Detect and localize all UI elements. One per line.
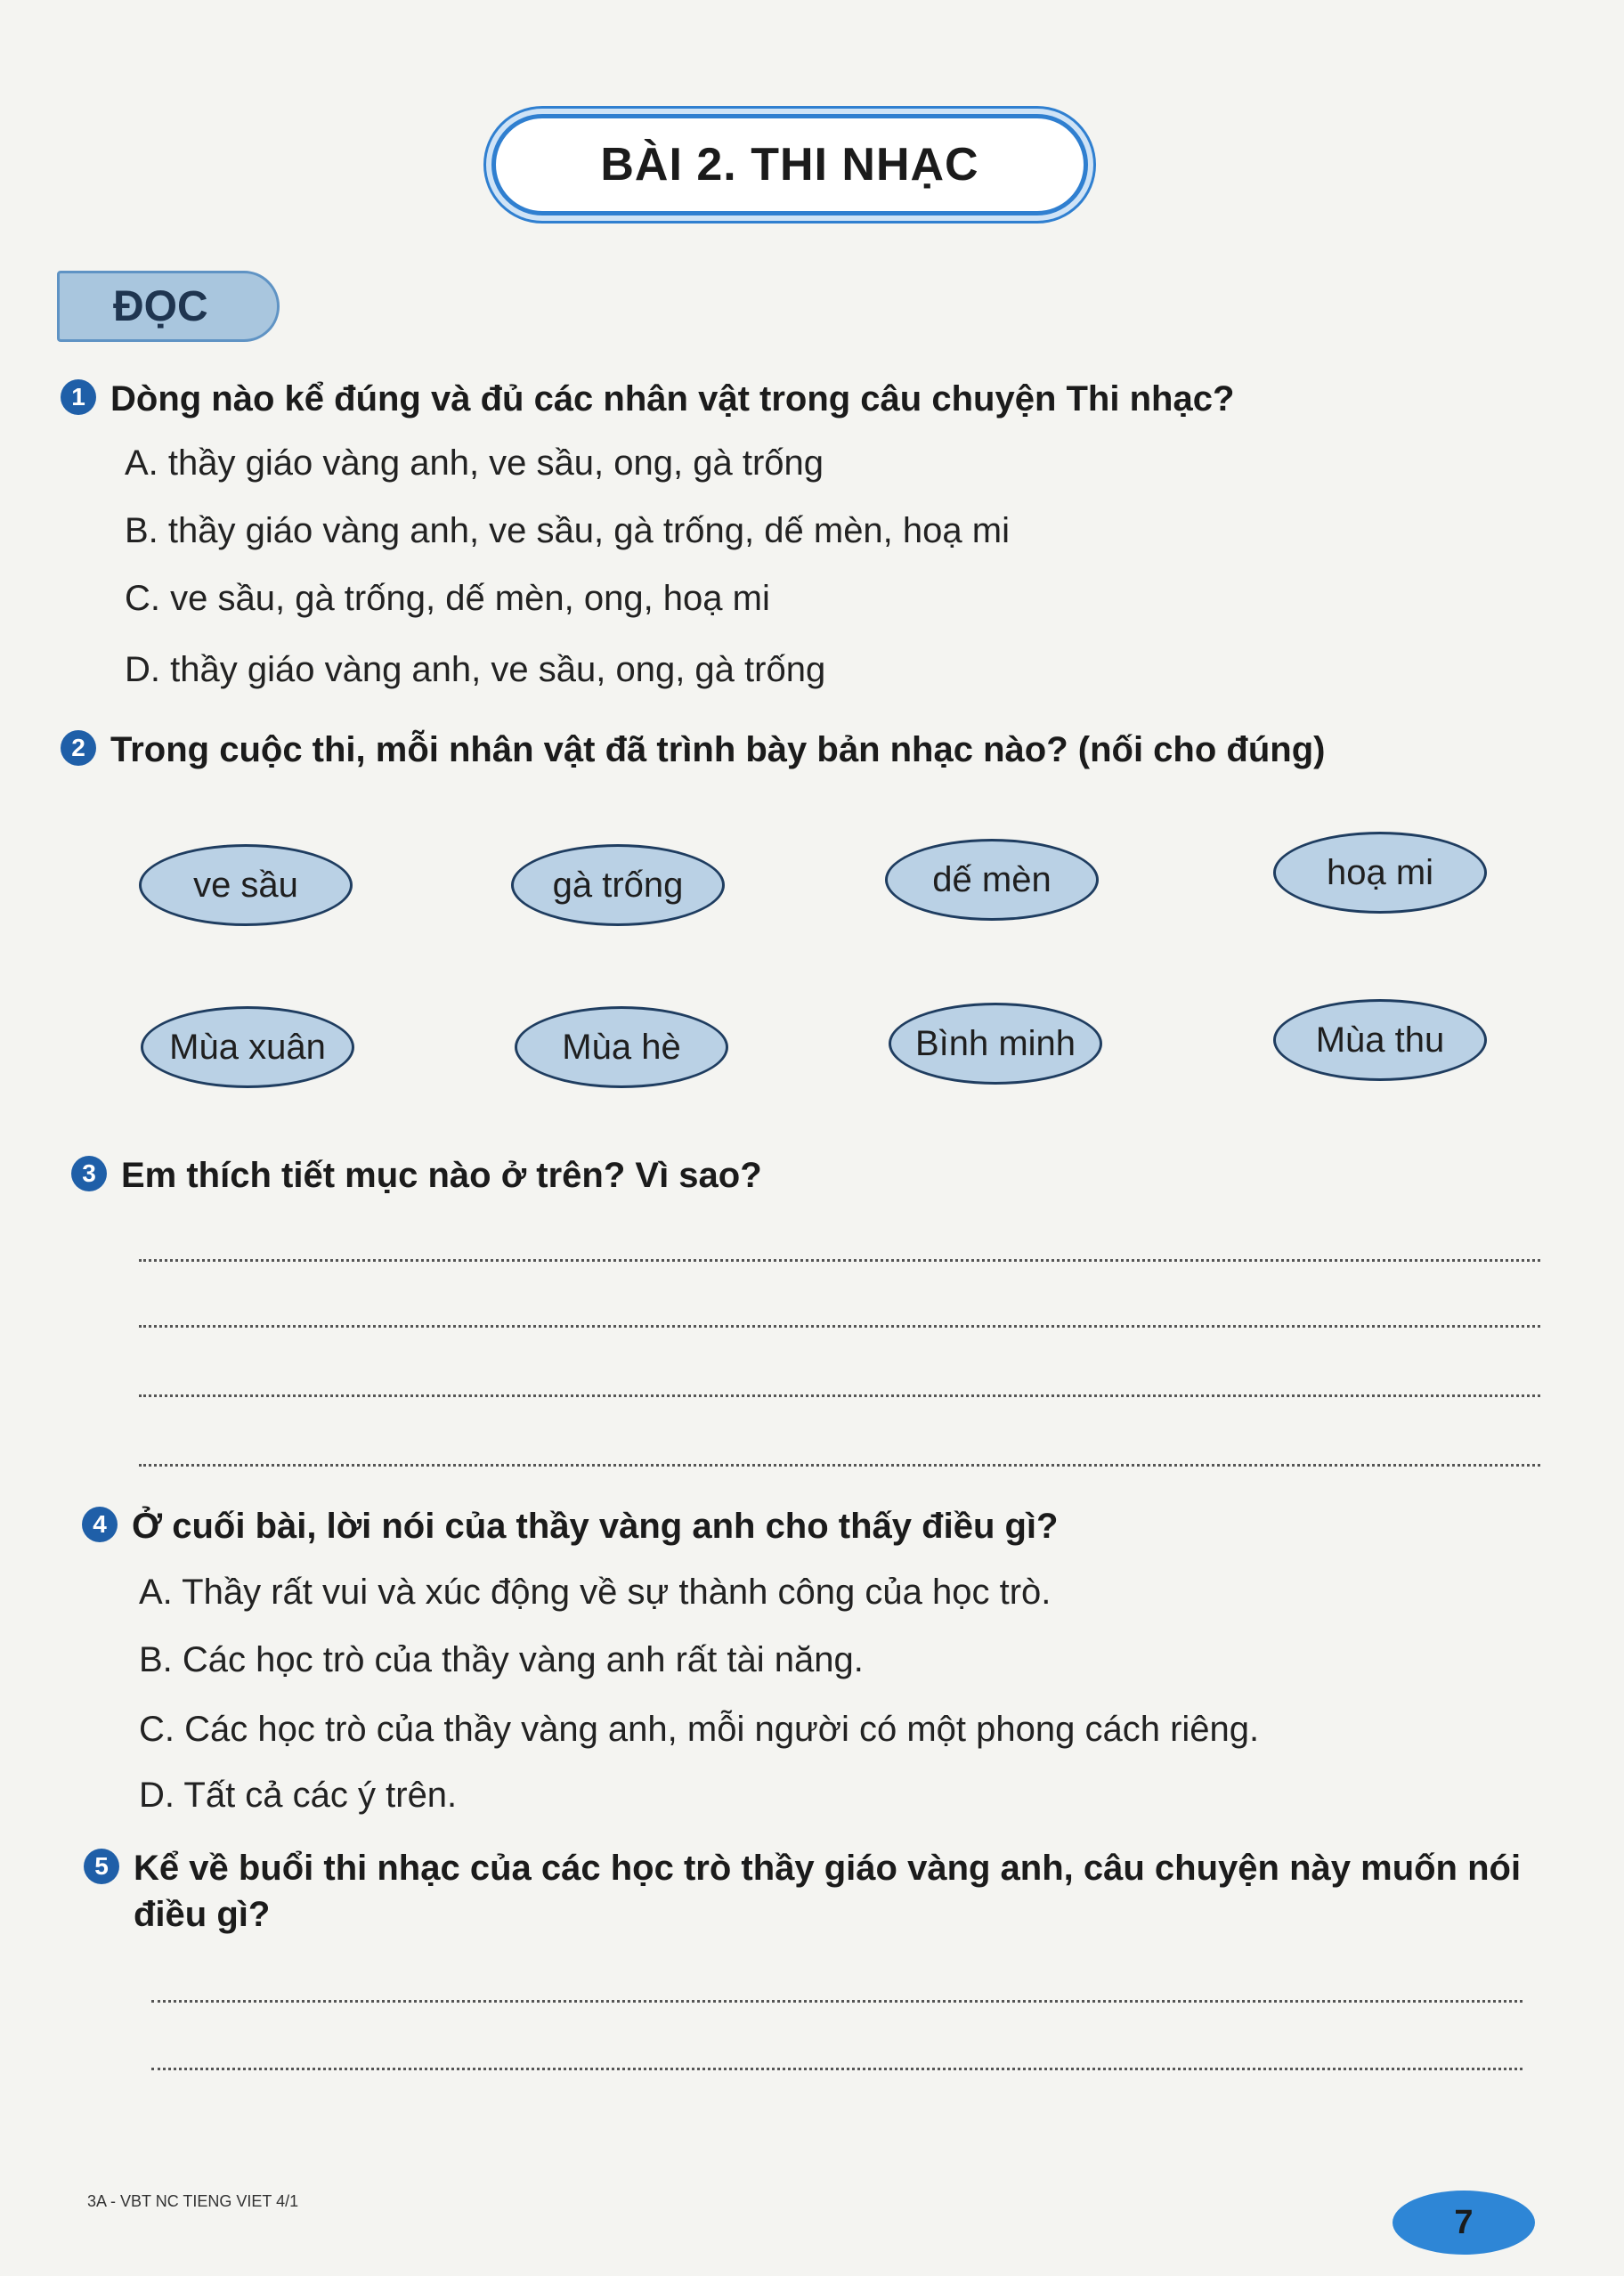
section-tab [57, 271, 280, 342]
question-1 [61, 376, 1574, 422]
lesson-title-banner [491, 114, 1088, 215]
question-2 [61, 727, 1574, 773]
answer-line[interactable] [139, 1394, 1540, 1397]
answer-line[interactable] [139, 1464, 1540, 1467]
music-piece-oval[interactable]: Bình minh [889, 1003, 1102, 1085]
answer-line[interactable] [151, 2000, 1522, 2003]
q4-option-c: C. Các học trò của thầy vàng anh, mỗi người có một phong cách riêng. [139, 1710, 1260, 1749]
music-piece-oval[interactable]: Mùa xuân [141, 1006, 354, 1088]
lesson-title: BÀI 2. THI NHẠC [600, 139, 979, 191]
answer-line[interactable] [139, 1259, 1540, 1262]
question-text: Trong cuộc thi, mỗi nhân vật đã trình bày bản nhạc nào? (nối cho đúng) [110, 730, 1326, 769]
question-3 [71, 1152, 1576, 1199]
character-oval[interactable]: ve sầu [139, 844, 353, 926]
answer-line[interactable] [139, 1325, 1540, 1328]
question-text: Dòng nào kể đúng và đủ các nhân vật trong câu chuyện Thi nhạc? [110, 379, 1235, 419]
q4-option-a: A. Thầy rất vui và xúc động về sự thành công của học trò. [139, 1573, 1052, 1612]
question-text: Ở cuối bài, lời nói của thầy vàng anh cho thấy điều gì? [132, 1507, 1059, 1546]
character-oval[interactable]: dế mèn [885, 839, 1099, 921]
character-oval[interactable]: hoạ mi [1273, 832, 1487, 914]
question-number-badge: 4 [82, 1507, 118, 1542]
music-piece-oval[interactable]: Mùa hè [515, 1006, 728, 1088]
answer-line[interactable] [151, 2068, 1522, 2070]
question-4 [82, 1503, 1578, 1549]
question-number-badge: 5 [84, 1849, 119, 1884]
q4-option-b: B. Các học trò của thầy vàng anh rất tài năng. [139, 1640, 864, 1679]
page-number: 7 [1454, 2203, 1474, 2241]
question-5 [84, 1845, 1562, 1938]
question-text: Em thích tiết mục nào ở trên? Vì sao? [121, 1156, 762, 1195]
q1-option-b: B. thầy giáo vàng anh, ve sầu, gà trống, dế mèn, hoạ mi [125, 511, 1010, 550]
q4-option-d: D. Tất cả các ý trên. [139, 1776, 458, 1815]
character-oval[interactable]: gà trống [511, 844, 725, 926]
page-number-badge [1393, 2191, 1535, 2255]
book-code: 3A - VBT NC TIENG VIET 4/1 [87, 2192, 299, 2210]
q1-option-a: A. thầy giáo vàng anh, ve sầu, ong, gà trống [125, 443, 824, 483]
music-piece-oval[interactable]: Mùa thu [1273, 999, 1487, 1081]
question-number-badge: 2 [61, 730, 96, 766]
q1-option-c: C. ve sầu, gà trống, dế mèn, ong, hoạ mi [125, 579, 770, 618]
q1-option-d: D. thầy giáo vàng anh, ve sầu, ong, gà trống [125, 650, 826, 689]
question-number-badge: 1 [61, 379, 96, 415]
section-label: ĐỌC [113, 282, 208, 330]
question-text: Kể về buổi thi nhạc của các học trò thầy giáo vàng anh, câu chuyện này muốn nói điều gì? [134, 1849, 1522, 1934]
question-number-badge: 3 [71, 1156, 107, 1191]
